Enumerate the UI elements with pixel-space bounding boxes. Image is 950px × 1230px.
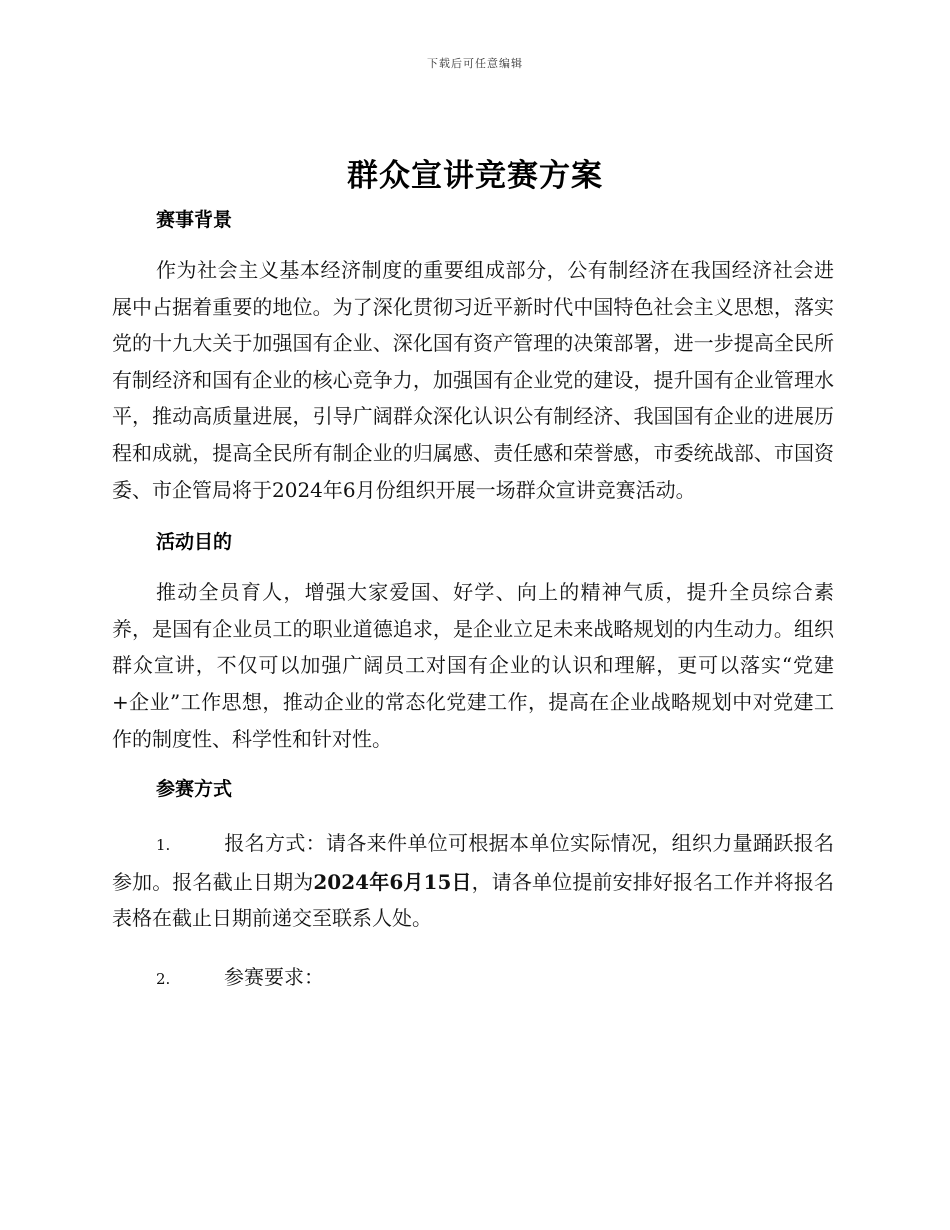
section-heading-background: 赛事背景 [156, 209, 233, 231]
list-item-number: 1. [156, 836, 171, 855]
list-item-text-cont: ，请各单位提前安排好报名工作并将报名表格在截止日期前递交至联系人处。 [112, 869, 834, 931]
list-item-requirements [112, 959, 834, 998]
list-item-text: 参赛要求： [224, 964, 324, 989]
document-body [112, 200, 834, 998]
header-note: 下载后可任意编辑 [427, 57, 523, 70]
list-item-registration [112, 825, 834, 937]
list-item-text: 报名方式：请各来件单位可根据本单位实际情况，组织力量踊跃报名参加。报名截止日期为 [112, 831, 834, 894]
paragraph-purpose: 推动全员育人，增强大家爱国、好学、向上的精神气质，提升全员综合素养，是国有企业员工的职业道德追求，是企业立足未来战略规划的内生动力。组织群众宣讲，不仅可以加强广阔员工对国有企业的认识和理解，更可以落实“党建+企业”工作思想，推动企业的常态化党建工作，提高在企业战略规划中对党建工作的制度性、科学性和针对性。 [112, 580, 834, 751]
section-heading-method: 参赛方式 [156, 778, 233, 801]
paragraph-background: 作为社会主义基本经济制度的重要组成部分，公有制经济在我国经济社会进展中占据着重要的地位。为了深化贯彻习近平新时代中国特色社会主义思想，落实党的十九大关于加强国有企业、深化国有资产管理的决策部署，进一步提高全民所有制经济和国有企业的核心竞争力，加强国有企业党的建设，提升国有企业管理水平，推动高质量进展，引导广阔群众深化认识公有制经济、我国国有企业的进展历程和成就，提高全民所有制企业的归属感、责任感和荣誉感，市委统战部、市国资委、市企管局将于2024年6月份组织开展一场群众宣讲竞赛活动。 [112, 258, 834, 502]
deadline-date: 2024年6月15日 [313, 869, 472, 894]
list-item-number: 2. [156, 969, 171, 988]
document-title: 群众宣讲竞赛方案 [347, 158, 603, 194]
section-heading-purpose: 活动目的 [156, 531, 233, 554]
